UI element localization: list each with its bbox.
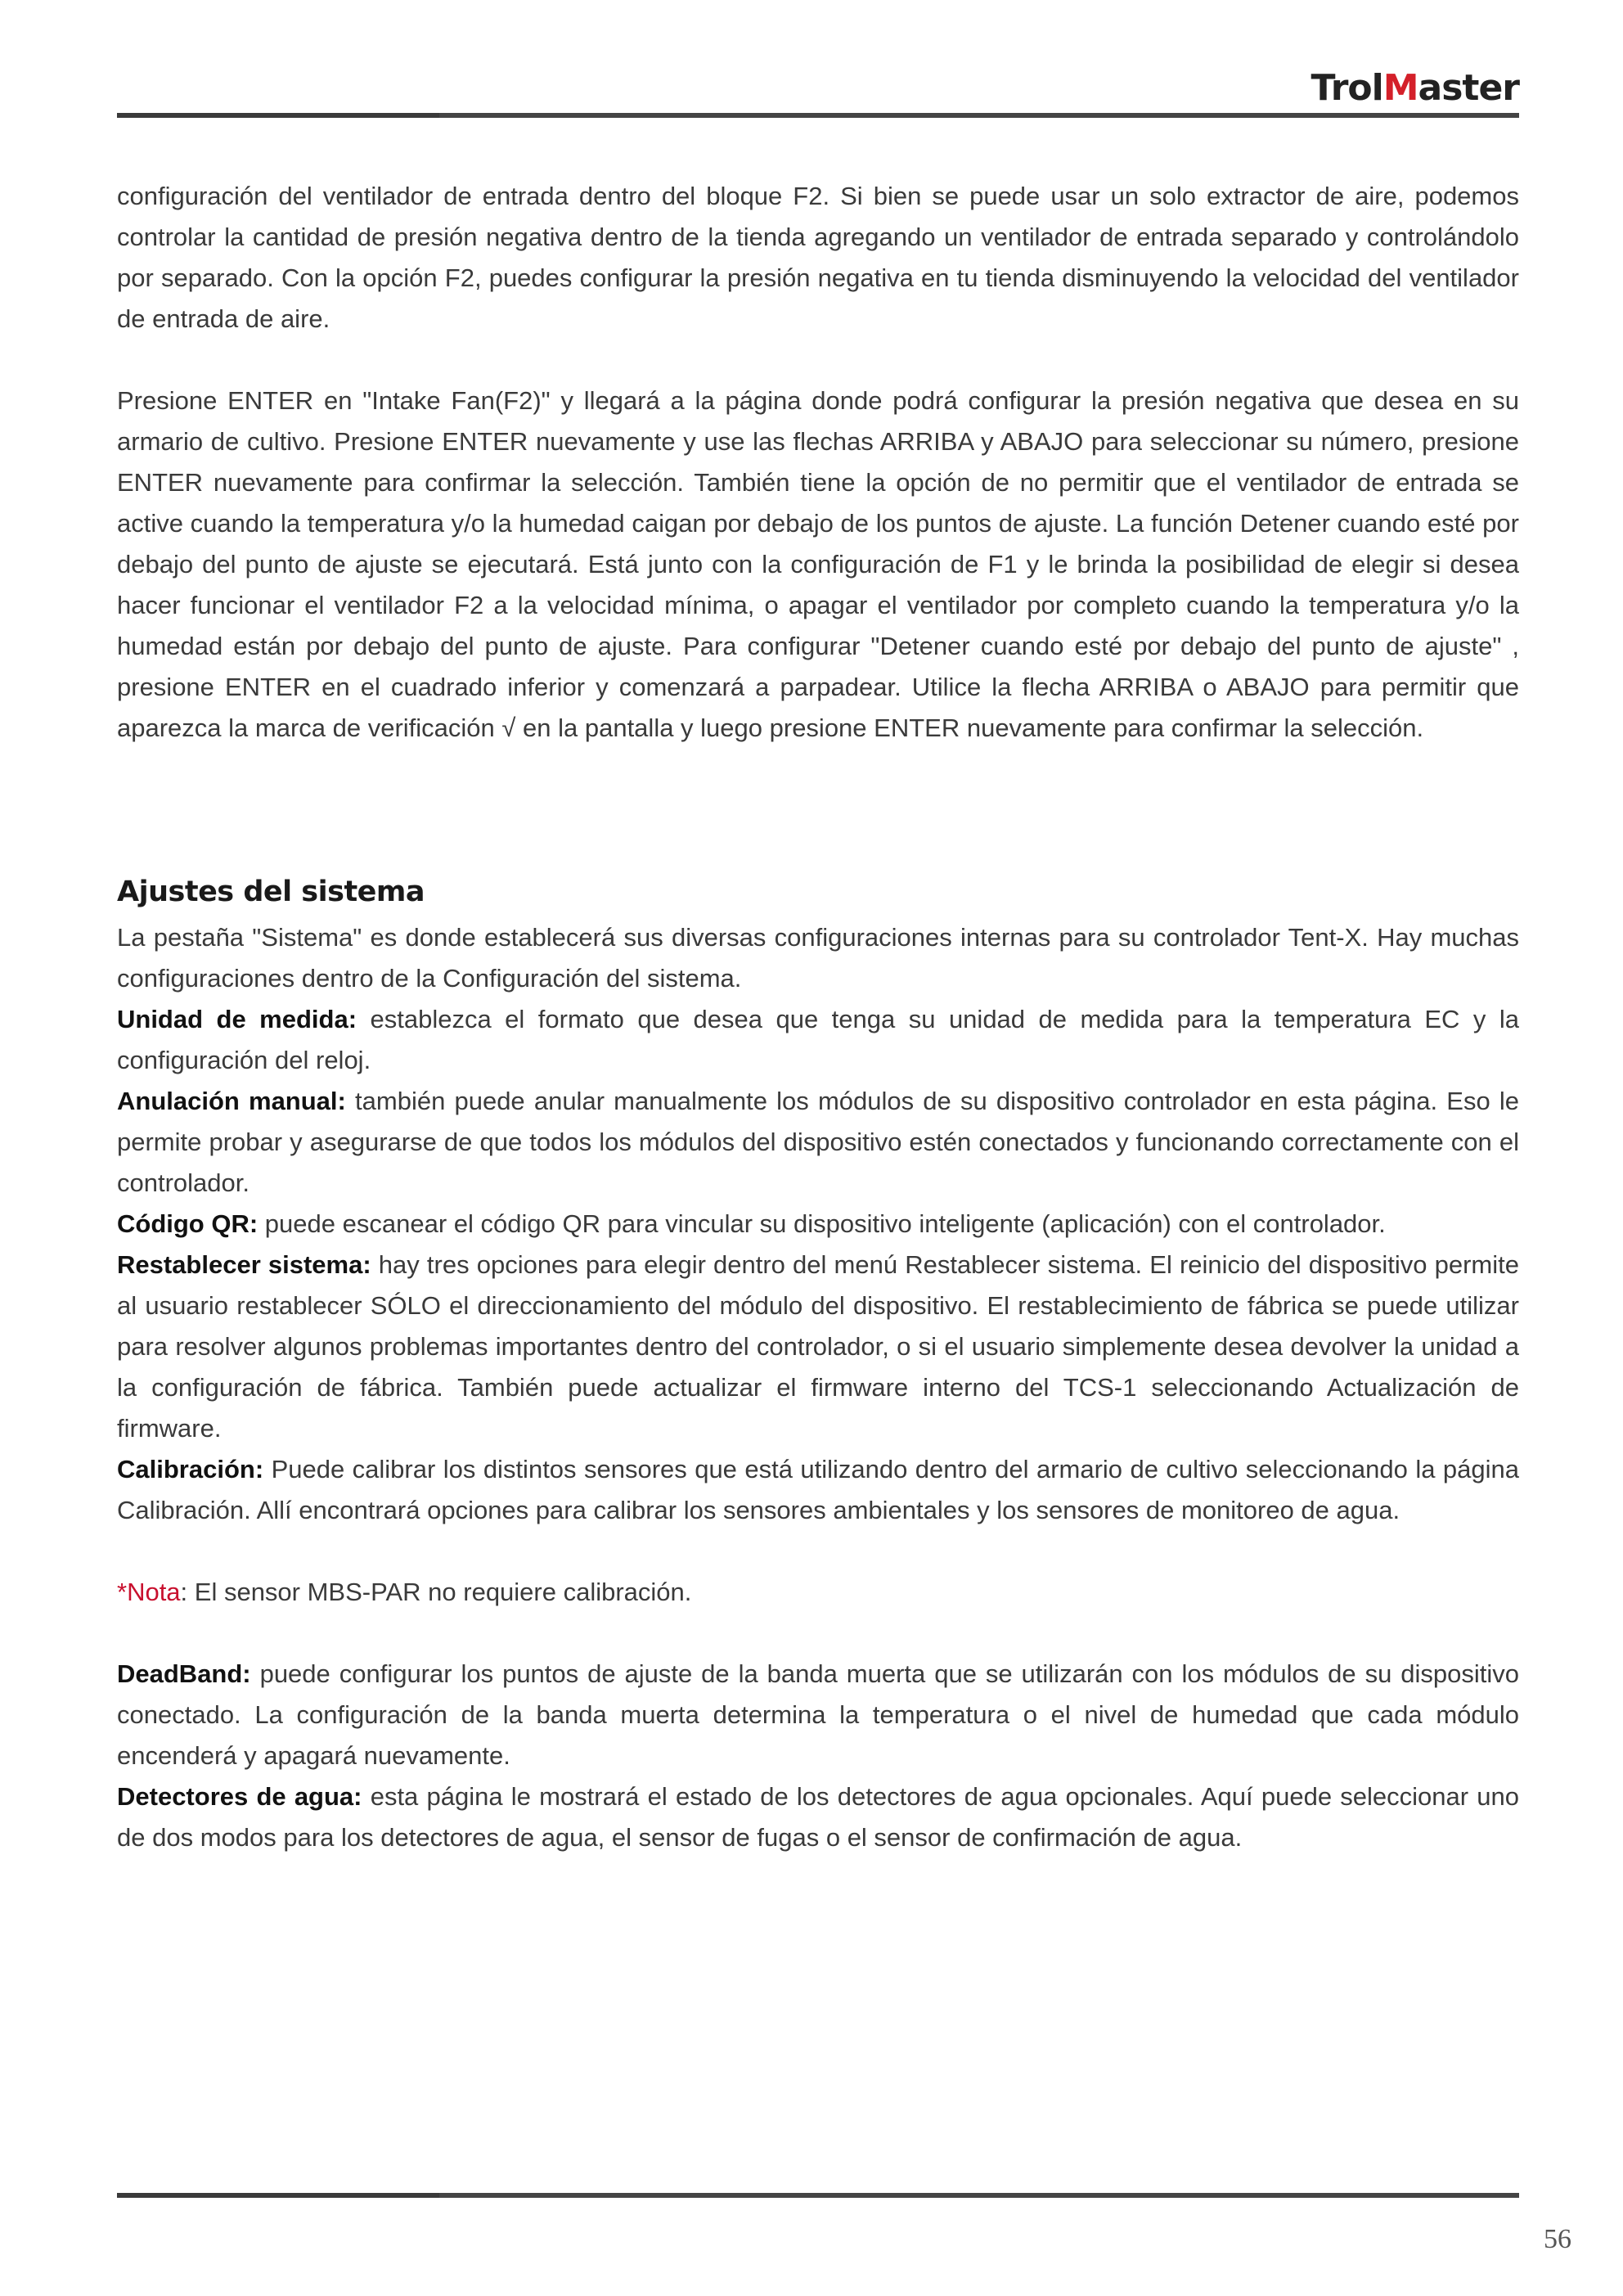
term-description: también puede anular manualmente los módulos de su dispositivo controlador en esta página. Eso le permite probar y asegurarse de que todos los módulos del dispositivo estén conectados y funcionando correctamente con el controlador. bbox=[117, 1087, 1519, 1197]
term-label: Detectores de agua: bbox=[117, 1782, 362, 1811]
term-description: puede configurar los puntos de ajuste de la banda muerta que se utilizarán con los módulos de su dispositivo conectado. La configuración de la banda muerta determina la temperatura o el nivel de humedad que cada módulo encenderá y apagará nuevamente. bbox=[117, 1659, 1519, 1770]
list-item-water-detectors bbox=[117, 1776, 1519, 1858]
term-label: Unidad de medida: bbox=[117, 1005, 357, 1033]
term-label: Calibración: bbox=[117, 1455, 264, 1483]
brand-logo-part1: Trol bbox=[1311, 67, 1383, 109]
term-label: Restablecer sistema: bbox=[117, 1250, 371, 1279]
term-description: hay tres opciones para elegir dentro del menú Restablecer sistema. El reinicio del dispositivo permite al usuario restablecer SÓLO el direccionamiento del módulo del dispositivo. El restablecimiento de fábrica se puede utilizar para resolver algunos problemas importantes dentro del controlador, o si el usuario simplemente desea devolver la unidad a la configuración de fábrica. También puede actualizar el firmware interno del TCS-1 seleccionando Actualización de firmware. bbox=[117, 1250, 1520, 1443]
list-item-reset-system bbox=[117, 1245, 1519, 1449]
brand-logo bbox=[1311, 67, 1519, 109]
list-item-deadband bbox=[117, 1654, 1519, 1776]
brand-logo-part2: aster bbox=[1418, 67, 1519, 109]
term-description: puede escanear el código QR para vincular su dispositivo inteligente (aplicación) con el controlador. bbox=[258, 1209, 1386, 1238]
brand-logo-m: M bbox=[1382, 67, 1418, 109]
page-number: 56 bbox=[1544, 2224, 1571, 2254]
term-description: establezca el formato que desea que tenga su unidad de medida para la temperatura EC y la configuración del reloj. bbox=[117, 1005, 1519, 1074]
list-item-qr-code bbox=[117, 1204, 1519, 1245]
note bbox=[117, 1572, 1519, 1613]
paragraph-f2-config: configuración del ventilador de entrada dentro del bloque F2. Si bien se puede usar un solo extractor de aire, podemos controlar la cantidad de presión negativa dentro de la tienda agregando un ventilador de entrada separado y controlándolo por separado. Con la opción F2, puedes configurar la presión negativa en tu tienda disminuyendo la velocidad del ventilador de entrada de aire. bbox=[117, 182, 1519, 333]
section-intro: La pestaña "Sistema" es donde establecerá sus diversas configuraciones internas para su controlador Tent-X. Hay muchas configuraciones dentro de la Configuración del sistema. bbox=[117, 923, 1519, 993]
term-label: DeadBand: bbox=[117, 1659, 251, 1688]
list-item-calibration bbox=[117, 1449, 1519, 1531]
footer-rule bbox=[117, 2193, 1519, 2198]
note-text: : El sensor MBS-PAR no requiere calibración. bbox=[180, 1578, 692, 1606]
list-item-unit bbox=[117, 999, 1519, 1081]
header-rule bbox=[117, 113, 1519, 118]
term-label: Código QR: bbox=[117, 1209, 259, 1238]
section-title: Ajustes del sistema bbox=[117, 876, 425, 908]
term-description: esta página le mostrará el estado de los detectores de agua opcionales. Aquí puede seleccionar uno de dos modos para los detectores de agua, el sensor de fugas o el sensor de confirmación de agua. bbox=[117, 1782, 1519, 1852]
page-content bbox=[117, 176, 1519, 1858]
list-item-manual-override bbox=[117, 1081, 1519, 1204]
paragraph-intake-fan: Presione ENTER en "Intake Fan(F2)" y llegará a la página donde podrá configurar la presión negativa que desea en su armario de cultivo. Presione ENTER nuevamente y use las flechas ARRIBA y ABAJO para seleccionar su número, presione ENTER nuevamente para confirmar la selección. También tiene la opción de no permitir que el ventilador de entrada se active cuando la temperatura y/o la humedad caigan por debajo de los puntos de ajuste. La función Detener cuando esté por debajo del punto de ajuste se ejecutará. Está junto con la configuración de F1 y le brinda la posibilidad de elegir si desea hacer funcionar el ventilador F2 a la velocidad mínima, o apagar el ventilador por completo cuando la temperatura y/o la humedad están por debajo del punto de ajuste. Para configurar "Detener cuando esté por debajo del punto de ajuste" , presione ENTER en el cuadrado inferior y comenzará a parpadear. Utilice la flecha ARRIBA o ABAJO para permitir que aparezca la marca de verificación √ en la pantalla y luego presione ENTER nuevamente para confirmar la selección. bbox=[117, 386, 1519, 742]
note-label: *Nota bbox=[117, 1578, 181, 1606]
term-description: Puede calibrar los distintos sensores que está utilizando dentro del armario de cultivo seleccionando la página Calibración. Allí encontrará opciones para calibrar los sensores ambientales y los sensores de monitoreo de agua. bbox=[117, 1455, 1519, 1524]
term-label: Anulación manual: bbox=[117, 1087, 346, 1115]
